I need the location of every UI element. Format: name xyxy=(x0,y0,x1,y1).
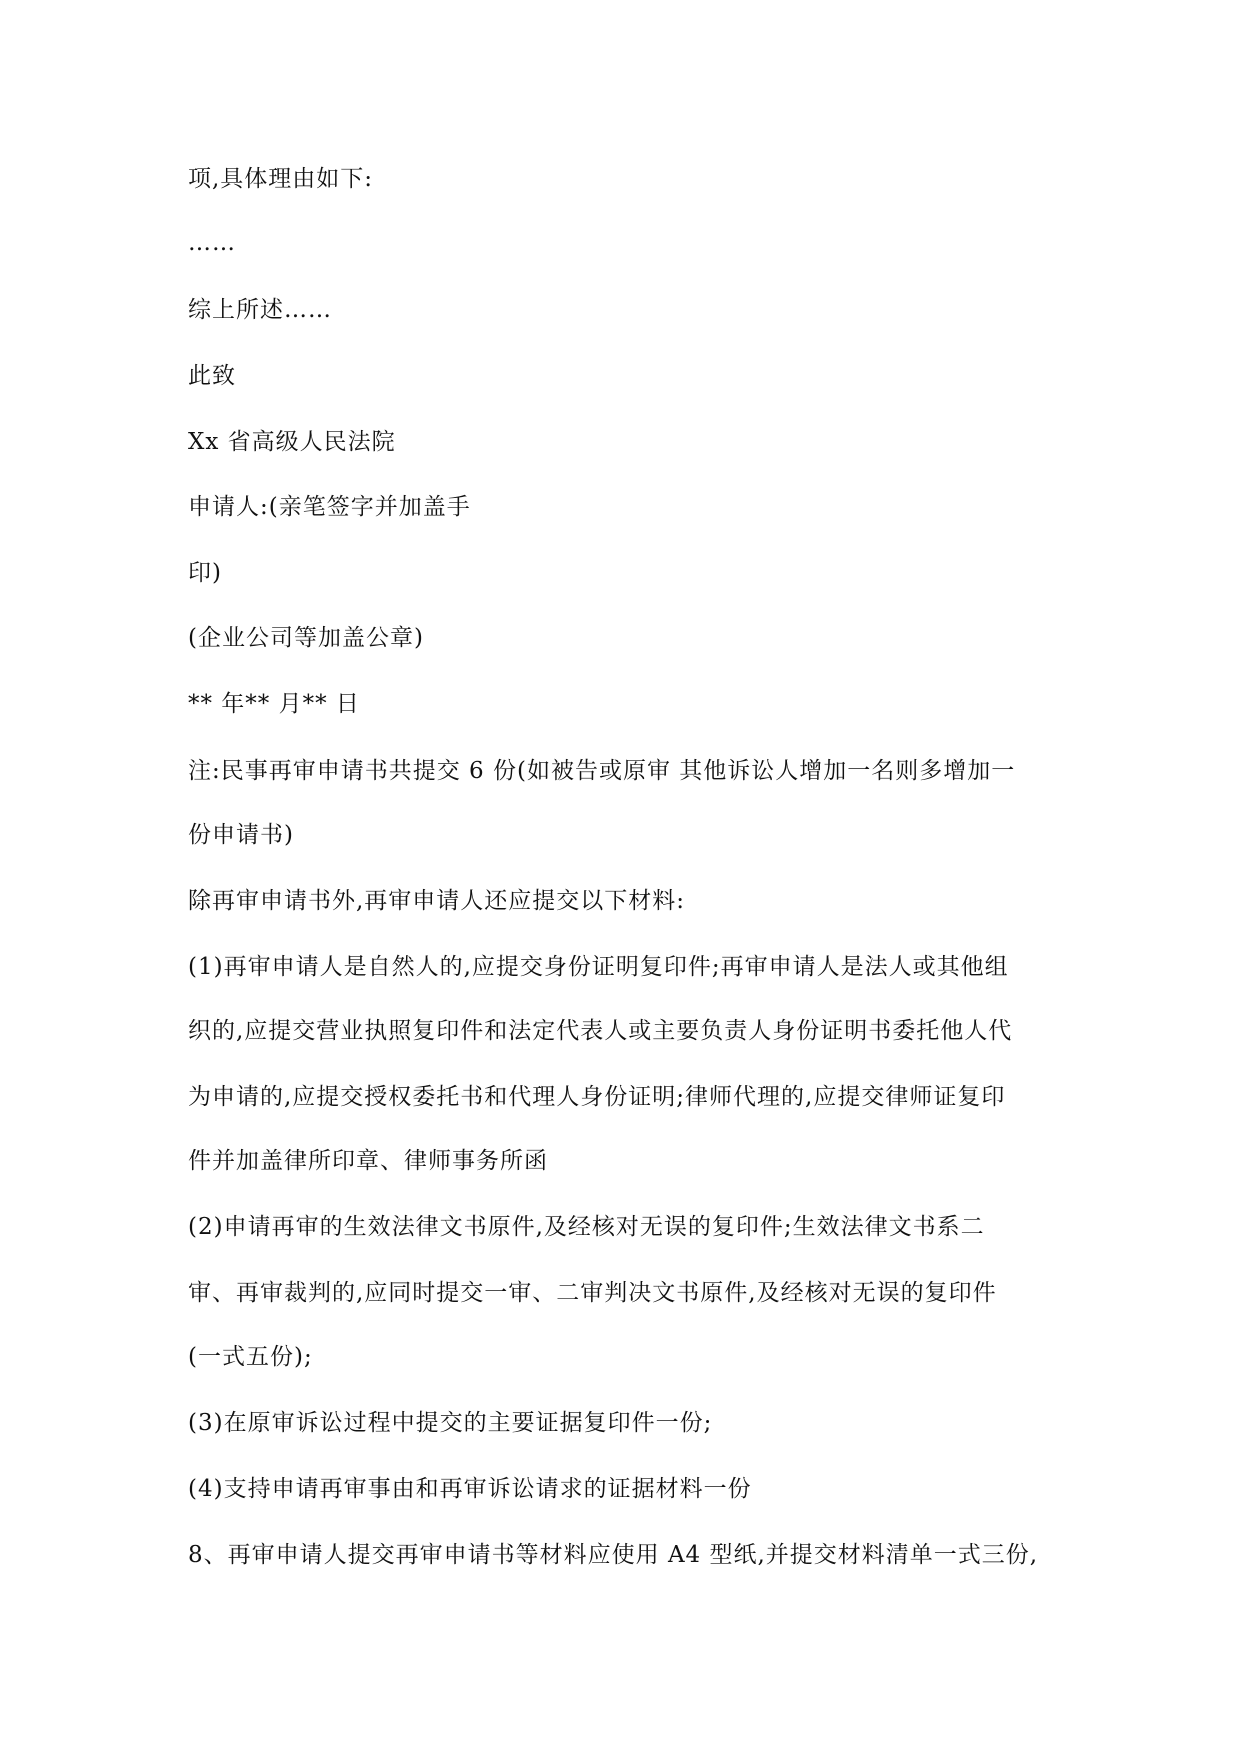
text-line: (3)在原审诉讼过程中提交的主要证据复印件一份; xyxy=(188,1410,713,1436)
text-line: (1)再审申请人是自然人的,应提交身份证明复印件;再审申请人是法人或其他组 xyxy=(188,954,1009,980)
text-line: 8、再审申请人提交再审申请书等材料应使用 A4 型纸,并提交材料清单一式三份, xyxy=(188,1542,1039,1568)
text-line: Xx 省高级人民法院 xyxy=(188,429,396,455)
text-line: (2)申请再审的生效法律文书原件,及经核对无误的复印件;生效法律文书系二 xyxy=(188,1214,985,1240)
text-line: 份申请书) xyxy=(188,822,294,848)
text-line: 为申请的,应提交授权委托书和代理人身份证明;律师代理的,应提交律师证复印 xyxy=(188,1084,1006,1110)
text-line: 除再审申请书外,再审申请人还应提交以下材料: xyxy=(188,888,686,914)
text-line: …… xyxy=(188,230,236,256)
text-line: ** 年** 月** 日 xyxy=(188,691,360,717)
text-line: 此致 xyxy=(188,363,236,389)
text-line: 注:民事再审申请书共提交 6 份(如被告或原审 其他诉讼人增加一名则多增加一 xyxy=(188,758,1016,784)
text-line: 项,具体理由如下: xyxy=(188,166,374,192)
text-line: (4)支持申请再审事由和再审诉讼请求的证据材料一份 xyxy=(188,1476,752,1502)
text-line: 申请人:(亲笔签字并加盖手 xyxy=(188,494,471,520)
text-line: 审、再审裁判的,应同时提交一审、二审判决文书原件,及经核对无误的复印件 xyxy=(188,1280,997,1306)
text-line: 印) xyxy=(188,560,222,586)
text-line: 织的,应提交营业执照复印件和法定代表人或主要负责人身份证明书委托他人代 xyxy=(188,1018,1013,1044)
text-line: 件并加盖律所印章、律师事务所函 xyxy=(188,1148,548,1174)
text-line: 综上所述…… xyxy=(188,297,332,323)
text-line: (一式五份); xyxy=(188,1344,313,1370)
text-line: (企业公司等加盖公章) xyxy=(188,625,424,651)
